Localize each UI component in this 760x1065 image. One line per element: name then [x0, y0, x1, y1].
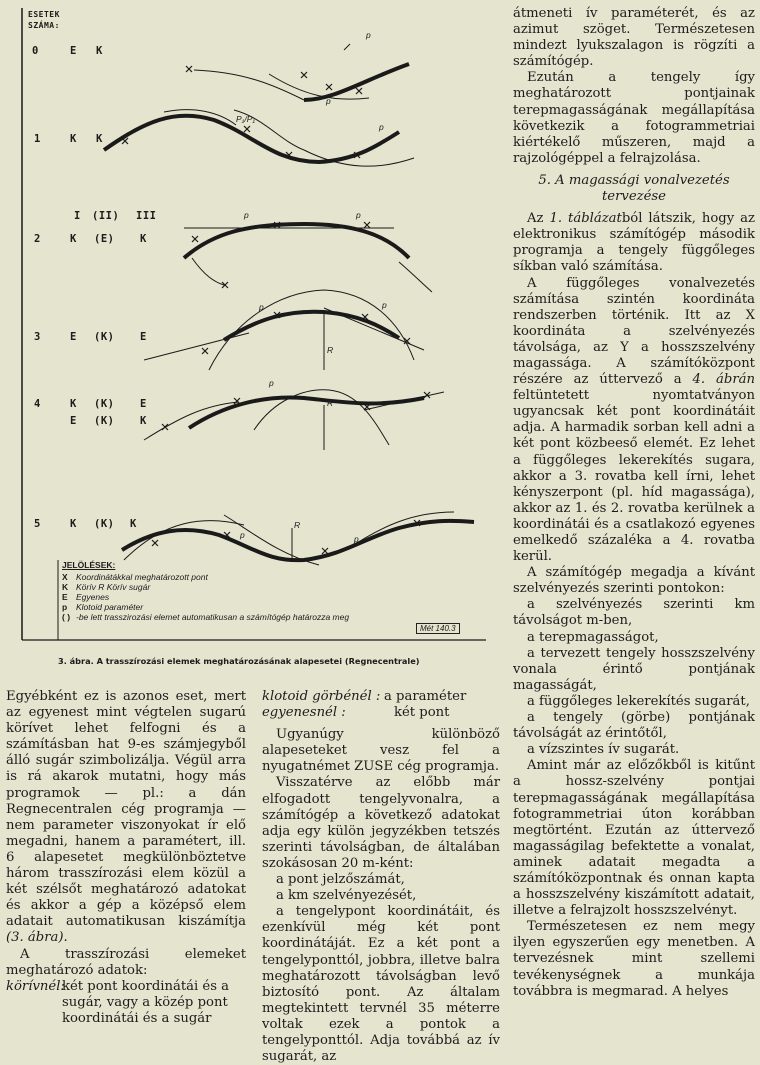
case-number-3: 3	[34, 331, 41, 343]
legend-text: -be lett trasszirozási elemet automatikusan a számítógép határozza meg	[76, 612, 350, 622]
case-number-5: 5	[34, 518, 41, 530]
label-p-case1: p	[379, 122, 384, 132]
figure-caption: 3. ábra. A trasszírozási elemek meghatározásának alapesetei (Regnecentrale)	[58, 656, 420, 666]
definition-text: a paraméter	[384, 689, 467, 704]
label-p-case3b: p	[382, 300, 387, 310]
figure-stamp: Mét 140.3	[416, 623, 460, 634]
header-esetek-line1: ESETEK	[28, 10, 60, 19]
definition-klotoid	[262, 689, 500, 705]
legend-text: Koordinátákkal meghatározott pont	[76, 572, 208, 582]
column-right	[513, 6, 755, 1000]
legend-item	[62, 612, 349, 622]
case-5-code-1: K	[70, 518, 77, 530]
legend-item	[62, 602, 349, 612]
case-2-top-code-2: (II)	[92, 210, 120, 222]
definition-term: klotoid görbénél :	[262, 689, 381, 704]
paragraph-text: Egyébként ez is azonos eset, mert az egyenest mint végtelen sugarú körívet lehet felfogni és a számításban hat 9-es számjegyből álló sugár szimbolizálja. Végül arra is rá akarok mutatni, hogy más programok — pl.: a dán Regnecentralen cég programja — nem parameter viszonyokat ír elő megadni, hanem a paramétert, ill. 6 alapesetet megkülönböztetve három trasszírozási elem közül a két szélsőt meghatározó adatokat és akkor a gép a középső elem adatait automatikusan kiszámítja	[6, 689, 246, 930]
paragraph: Visszatérve az előbb már elfogadott tengelyvonalra, a számítógép a következő adatokat adja egy külön jegyzékben tetszés szerinti távolságban, de általában szokásosan 20 m-ként:	[262, 775, 500, 871]
legend-list	[62, 572, 349, 622]
legend-title: JELÖLÉSEK:	[62, 560, 116, 570]
figure-reference: (3. ábra).	[6, 930, 68, 946]
case-4b-code-3: K	[140, 415, 147, 427]
case-number-4: 4	[34, 398, 41, 410]
legend-text: Körív R Körív sugár	[76, 582, 151, 592]
list-item: a pont jelzőszámát,	[276, 872, 405, 888]
section-heading: 5. A magassági vonalvezetés tervezése	[538, 172, 730, 205]
label-p-case2b: p	[356, 210, 361, 220]
paragraph	[513, 211, 755, 275]
label-p-case4: p	[269, 378, 274, 388]
figure-reference: 4. ábrán	[692, 372, 755, 388]
label-p-case0b: p	[326, 96, 331, 106]
case-2-code-3: K	[140, 233, 147, 245]
definition-term: egyenesnél :	[262, 705, 346, 721]
label-r-case4: R	[327, 398, 334, 408]
definition-korivnel	[6, 979, 246, 1027]
case-2-code-1: K	[70, 233, 77, 245]
column-left	[6, 689, 246, 1027]
legend-symbol: K	[62, 582, 69, 592]
case-2-code-2: (E)	[94, 233, 115, 245]
legend-item	[62, 592, 349, 602]
definition-egyenes	[262, 705, 500, 721]
case-2-top-code-1: I	[74, 210, 81, 222]
paragraph: Természetesen ez nem megy ilyen egyszerűen egy menetben. A tervezésnek mint szellemi tevékenységnek a munkája továbbra is megmarad. A helyes	[513, 919, 755, 999]
figure-3	[4, 0, 486, 645]
case-number-2: 2	[34, 233, 41, 245]
label-p-case2a: p	[244, 210, 249, 220]
label-p-case3a: p	[259, 302, 264, 312]
label-p-case5a: p	[240, 530, 245, 540]
list-item: a függőleges lekerekítés sugarát,	[527, 693, 750, 709]
table-reference: 1. táblázat	[549, 211, 622, 227]
legend-symbol: X	[62, 572, 68, 582]
legend-text: Klotoid paraméter	[76, 602, 144, 612]
label-r-case3: R	[327, 345, 334, 355]
paragraph-text: A függőleges vonalvezetés számítása szintén koordináta rendszerben történik. Itt az X koordináta a szelvényezés távolsága, az Y a hosszszelvény magassága. A számítóközpont részére az úttervező a	[513, 275, 755, 388]
paragraph: Amint már az előzőkből is kitűnt a hossz-szelvény pontjai terepmagasságának megállapítása fotogrammetriai úton korábban megtörtént. Ezután az úttervező magasságilag befektette a vonalat, aminek adatait megadta a számítóközpontnak és onnan kapta a hosszszelvény kiszámított adatait, illetve a felrajzolt hosszszelvényt.	[513, 758, 755, 919]
figure-drawing	[4, 0, 486, 645]
case-0-code-1: E	[70, 45, 77, 57]
definition-text: két pont	[394, 705, 450, 721]
case-5-code-2: (K)	[94, 518, 115, 530]
legend-item	[62, 582, 349, 592]
paragraph	[513, 276, 755, 566]
list-item: a terepmagasságot,	[527, 629, 659, 645]
case-4b-code-2: (K)	[94, 415, 115, 427]
paragraph-text: ból látszik, hogy az elektronikus számítógép második programja a tengely függőleges síkban való számítása.	[513, 211, 755, 275]
case-3-code-1: E	[70, 331, 77, 343]
paragraph: Ezután a tengely így meghatározott pontjainak terepmagasságának megállapítása következik a fotogrammetriai kiértékelő műszeren, majd a rajzológéppel a felrajzolása.	[513, 70, 755, 166]
case-3-code-3: E	[140, 331, 147, 343]
list-item: a vízszintes ív sugarát.	[527, 742, 680, 758]
case-4-code-3: E	[140, 398, 147, 410]
paragraph: Ugyanúgy különböző alapeseteket vesz fel a nyugatnémet ZUSE cég programja.	[262, 727, 500, 775]
column-middle	[262, 689, 500, 1065]
case-4-code-2: (K)	[94, 398, 115, 410]
case-0-code-2: K	[96, 45, 103, 57]
case-4-code-1: K	[70, 398, 77, 410]
definition-text: két pont koordinátái és a sugár, vagy a közép pont koordinátái és a sugár	[62, 978, 230, 1026]
legend-text: Egyenes	[76, 592, 110, 602]
case-2-top-code-3: III	[136, 210, 157, 222]
header-szama-line2: SZÁMA:	[28, 21, 60, 30]
header-esetek	[28, 9, 60, 31]
list-item: a szelvényezés szerinti km távolságot m-ben,	[513, 597, 755, 629]
label-r-case5: R	[294, 520, 301, 530]
paragraph-text: feltüntetett nyomtatványon ugyancsak két pont koordinátáit adja. A harmadik sorban kell adni a két pont közbeeső elemét. Ez lehet a függőleges lekerekítés sugara, akkor a 3. rovatba kell írni, lehet kényszerpont (pl. híd magassága), akkor az 1. és 2. rovatba kerülnek a koordinátái és a csatlakozó egyenes emelkedő százaléka a 4. rovatba kerül.	[513, 388, 755, 565]
case-5-code-3: K	[130, 518, 137, 530]
case-number-0: 0	[32, 45, 39, 57]
paragraph	[6, 689, 246, 947]
paragraph-text: Az	[527, 211, 544, 227]
case-1-code-2: K	[96, 133, 103, 145]
case-1-code-1: K	[70, 133, 77, 145]
case-number-1: 1	[34, 133, 41, 145]
definition-term: körívnél:	[6, 978, 65, 994]
legend-symbol: ( )	[62, 612, 71, 622]
case-3-code-2: (K)	[94, 331, 115, 343]
paragraph: a tengelypont koordinátáit, és ezenkívül még két pont koordinátáját. Ez a két pont a tengelyponttól, jobbra, illetve balra meghatározott távolságban levő biztosító pont. Az általam megtekintett tervnél 35 méterre voltak ezek a pontok a tengelyponttól. Adja továbbá az ív sugarát, az	[262, 904, 500, 1065]
list-item: a km szelvényezését,	[276, 888, 417, 904]
case-4b-code-1: E	[70, 415, 77, 427]
list-item: a tervezett tengely hosszszelvény vonala érintő pontjának magasságát,	[513, 645, 755, 693]
paragraph: A trasszírozási elemeket meghatározó adatok:	[6, 946, 246, 978]
legend-symbol: p	[62, 602, 68, 612]
label-pp-case1: P₁/P₁	[236, 114, 256, 124]
paragraph: átmeneti ív paraméterét, és az azimut szöget. Természetesen mindezt lyukszalagon is rögzíti a számítógép.	[513, 6, 755, 70]
list-item: a tengely (görbe) pontjának távolságát az érintőtől,	[513, 710, 755, 742]
paragraph: A számítógép megadja a kívánt szelvényezés szerinti pontokon:	[513, 565, 755, 597]
legend-symbol: E	[62, 592, 68, 602]
legend-item	[62, 572, 349, 582]
label-p-case0: p	[366, 30, 371, 40]
label-p-case5b: p	[354, 534, 359, 544]
